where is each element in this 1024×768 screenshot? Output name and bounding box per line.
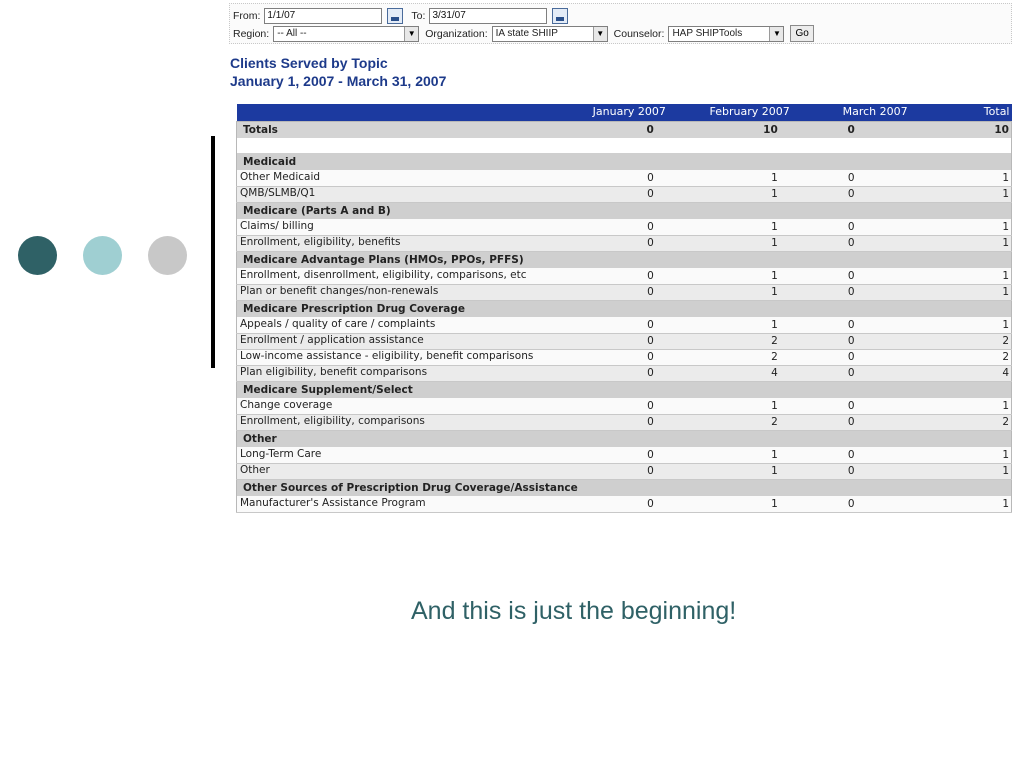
chevron-down-icon[interactable]: ▼: [404, 27, 418, 41]
february-count: 1: [668, 463, 792, 479]
dark-teal-dot: [18, 236, 57, 275]
march-count: 0: [792, 317, 910, 333]
column-header-march: March 2007: [792, 104, 910, 121]
january-count: 0: [554, 447, 668, 463]
table-row: [237, 186, 1012, 202]
january-count: 0: [554, 333, 668, 349]
january-count: 0: [554, 463, 668, 479]
topic-label: Claims/ billing: [237, 219, 554, 235]
clients-by-topic-table: [236, 104, 1012, 513]
topic-label: Plan or benefit changes/non-renewals: [237, 284, 554, 300]
org-filter-row: [233, 25, 814, 42]
january-count: 0: [554, 317, 668, 333]
topic-label: Enrollment, eligibility, comparisons: [237, 414, 554, 430]
total-count: 2: [910, 414, 1012, 430]
january-count: 0: [554, 284, 668, 300]
table-row: [237, 447, 1012, 463]
total-count: 1: [910, 186, 1012, 202]
february-count: 2: [668, 333, 792, 349]
table-row: [237, 398, 1012, 414]
march-count: 0: [792, 349, 910, 365]
table-row: [237, 349, 1012, 365]
table-row: [237, 365, 1012, 381]
topic-label: Manufacturer's Assistance Program: [237, 496, 554, 512]
report-date-range: January 1, 2007 - March 31, 2007: [230, 73, 447, 89]
category-row: [237, 381, 1012, 398]
table-row: [237, 414, 1012, 430]
january-count: 0: [554, 496, 668, 512]
february-count: 1: [668, 398, 792, 414]
region-label: Region:: [233, 27, 270, 40]
category-label: Medicare (Parts A and B): [237, 202, 1012, 219]
spacer-row: [237, 138, 1012, 153]
column-header-january: January 2007: [554, 104, 668, 121]
vertical-divider: [211, 136, 215, 368]
march-count: 0: [792, 414, 910, 430]
topic-label: Appeals / quality of care / complaints: [237, 317, 554, 333]
total-count: 1: [910, 235, 1012, 251]
table-row: [237, 317, 1012, 333]
organization-selected-value: IA state SHIIP: [495, 28, 558, 39]
from-date-input[interactable]: [264, 8, 382, 24]
february-count: 1: [668, 317, 792, 333]
topic-label: Plan eligibility, benefit comparisons: [237, 365, 554, 381]
february-count: 1: [668, 268, 792, 284]
topic-label: Enrollment, disenrollment, eligibility, comparisons, etc: [237, 268, 554, 284]
column-header-total: Total: [910, 104, 1012, 121]
category-label: Medicare Advantage Plans (HMOs, PPOs, PFFS): [237, 251, 1012, 268]
table-header-row: [237, 104, 1012, 121]
category-row: [237, 479, 1012, 496]
totals-label: Totals: [237, 121, 554, 138]
total-count: 1: [910, 170, 1012, 186]
table-row: [237, 496, 1012, 512]
go-button[interactable]: Go: [790, 25, 813, 42]
table-row: [237, 284, 1012, 300]
totals-march: 0: [792, 121, 910, 138]
table-row: [237, 333, 1012, 349]
february-count: 1: [668, 496, 792, 512]
total-count: 1: [910, 268, 1012, 284]
region-selected-value: -- All --: [277, 28, 307, 39]
totals-total: 10: [910, 121, 1012, 138]
march-count: 0: [792, 235, 910, 251]
march-count: 0: [792, 268, 910, 284]
chevron-down-icon[interactable]: ▼: [593, 27, 607, 41]
february-count: 4: [668, 365, 792, 381]
january-count: 0: [554, 235, 668, 251]
january-count: 0: [554, 268, 668, 284]
total-count: 1: [910, 317, 1012, 333]
march-count: 0: [792, 333, 910, 349]
january-count: 0: [554, 414, 668, 430]
january-count: 0: [554, 365, 668, 381]
grey-dot: [148, 236, 187, 275]
to-date-input[interactable]: [429, 8, 547, 24]
category-row: [237, 300, 1012, 317]
february-count: 1: [668, 170, 792, 186]
region-select[interactable]: [273, 26, 419, 42]
category-row: [237, 153, 1012, 170]
column-header-topic: [237, 104, 554, 121]
march-count: 0: [792, 219, 910, 235]
tagline: And this is just the beginning!: [411, 597, 737, 625]
table-row: [237, 170, 1012, 186]
counselor-label: Counselor:: [613, 27, 665, 40]
january-count: 0: [554, 349, 668, 365]
chevron-down-icon[interactable]: ▼: [769, 27, 783, 41]
total-count: 1: [910, 463, 1012, 479]
category-label: Other Sources of Prescription Drug Coverage/Assistance: [237, 479, 1012, 496]
totals-february: 10: [668, 121, 792, 138]
february-count: 1: [668, 284, 792, 300]
report-heading: [230, 54, 446, 90]
date-filter-row: [233, 7, 576, 24]
topic-label: Enrollment / application assistance: [237, 333, 554, 349]
counselor-selected-value: HAP SHIPTools: [672, 28, 743, 39]
category-label: Other: [237, 430, 1012, 447]
march-count: 0: [792, 365, 910, 381]
february-count: 1: [668, 186, 792, 202]
january-count: 0: [554, 219, 668, 235]
organization-label: Organization:: [425, 27, 488, 40]
february-count: 1: [668, 235, 792, 251]
to-calendar-icon[interactable]: [552, 8, 568, 24]
totals-row: [237, 121, 1012, 138]
report-title: Clients Served by Topic: [230, 55, 388, 71]
february-count: 2: [668, 414, 792, 430]
topic-label: Low-income assistance - eligibility, benefit comparisons: [237, 349, 554, 365]
topic-label: Other: [237, 463, 554, 479]
january-count: 0: [554, 398, 668, 414]
march-count: 0: [792, 284, 910, 300]
topic-label: Enrollment, eligibility, benefits: [237, 235, 554, 251]
january-count: 0: [554, 186, 668, 202]
table-body: [237, 121, 1012, 512]
march-count: 0: [792, 170, 910, 186]
march-count: 0: [792, 463, 910, 479]
total-count: 2: [910, 349, 1012, 365]
table-row: [237, 268, 1012, 284]
totals-january: 0: [554, 121, 668, 138]
march-count: 0: [792, 496, 910, 512]
from-label: From:: [233, 9, 261, 22]
january-count: 0: [554, 170, 668, 186]
march-count: 0: [792, 398, 910, 414]
total-count: 1: [910, 219, 1012, 235]
category-row: [237, 430, 1012, 447]
total-count: 1: [910, 496, 1012, 512]
topic-label: Long-Term Care: [237, 447, 554, 463]
spacer-cell: [237, 138, 1012, 153]
february-count: 1: [668, 219, 792, 235]
topic-label: Other Medicaid: [237, 170, 554, 186]
table-row: [237, 463, 1012, 479]
to-label: To:: [411, 9, 426, 22]
march-count: 0: [792, 447, 910, 463]
table-row: [237, 219, 1012, 235]
category-label: Medicaid: [237, 153, 1012, 170]
organization-select[interactable]: [492, 26, 608, 42]
filter-panel: [229, 3, 1012, 44]
topic-label: QMB/SLMB/Q1: [237, 186, 554, 202]
category-label: Medicare Supplement/Select: [237, 381, 1012, 398]
february-count: 2: [668, 349, 792, 365]
total-count: 1: [910, 447, 1012, 463]
category-label: Medicare Prescription Drug Coverage: [237, 300, 1012, 317]
counselor-select[interactable]: [668, 26, 784, 42]
total-count: 1: [910, 398, 1012, 414]
column-header-february: February 2007: [668, 104, 792, 121]
total-count: 4: [910, 365, 1012, 381]
category-row: [237, 202, 1012, 219]
table-row: [237, 235, 1012, 251]
march-count: 0: [792, 186, 910, 202]
category-row: [237, 251, 1012, 268]
total-count: 1: [910, 284, 1012, 300]
topic-label: Change coverage: [237, 398, 554, 414]
february-count: 1: [668, 447, 792, 463]
total-count: 2: [910, 333, 1012, 349]
from-calendar-icon[interactable]: [387, 8, 403, 24]
light-teal-dot: [83, 236, 122, 275]
